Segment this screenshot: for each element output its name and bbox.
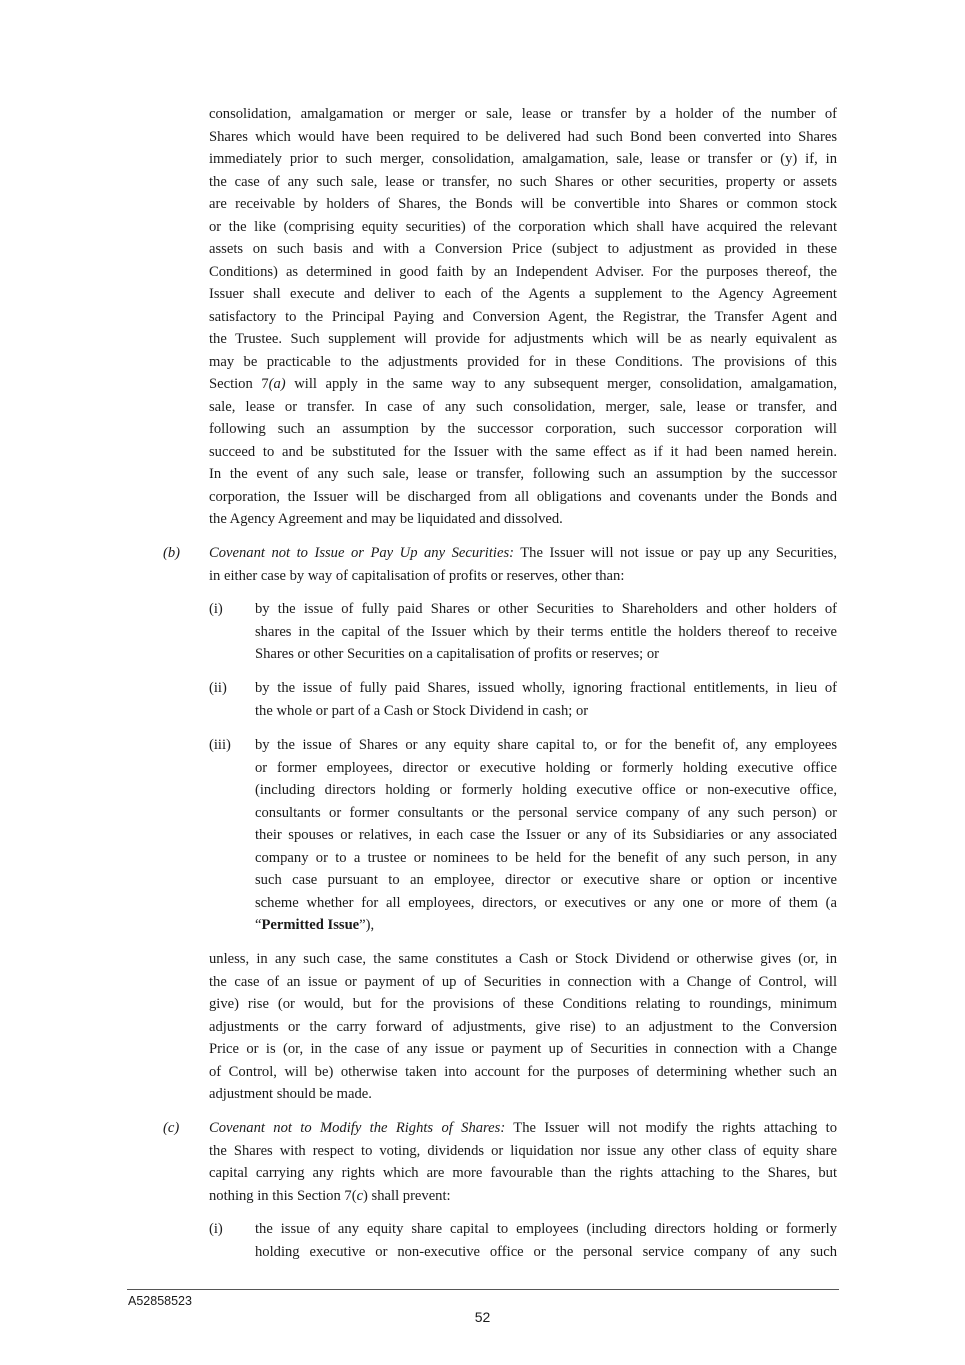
text-line: following such an assumption by the successor corporation, such successor corporation will <box>209 421 837 437</box>
text-line: by the issue of fully paid Shares, issued wholly, ignoring fractional entitlements, in lieu of <box>255 680 837 696</box>
text-line: Shares which would have been required to be delivered had such Bond been converted into Shares <box>209 128 837 145</box>
text-line: immediately prior to such merger, consolidation, amalgamation, sale, lease or transfer or (y) if, in <box>209 151 837 167</box>
text-line: corporation, the Issuer will be discharged from all obligations and covenants under the Bonds and <box>209 488 837 505</box>
text-run: nothing in this Section 7( <box>209 1187 357 1204</box>
section-b-item-i <box>255 598 837 666</box>
section-b-item-ii <box>255 677 837 722</box>
text-line: (including directors holding or formerly holding executive office or non-executive office, <box>255 782 837 798</box>
text-line: are receivable by holders of Shares, the Bonds will be convertible into Shares or common stock <box>209 196 837 212</box>
item-label: (iii) <box>209 737 231 753</box>
text-line: or former employees, director or executive holding or formerly holding executive office <box>255 759 837 776</box>
text-line: the Trustee. Such supplement will provide for adjustments which will be as nearly equivalent as <box>209 331 837 347</box>
section-c-item-i <box>255 1218 837 1263</box>
text-run: ”), <box>359 917 375 933</box>
text-line: may be practicable to the adjustments provided for in these Conditions. The provisions of this <box>209 353 837 370</box>
text-line: or the like (comprising equity securities) of the corporation which shall have acquired the relevant <box>209 218 837 235</box>
text-line: capital carrying any rights which are more favourable than the rights attaching to the Shares, but <box>209 1165 837 1181</box>
text-line: satisfactory to the Principal Paying and Conversion Agent, the Registrar, the Transfer Agent and <box>209 308 837 325</box>
page-number: 52 <box>474 1309 491 1325</box>
text-line: the issue of any equity share capital to employees (including directors holding or formerly <box>255 1221 837 1237</box>
item-label: (i) <box>209 1221 223 1237</box>
text-line: holding executive or non-executive office or the personal service company of any such <box>255 1243 837 1260</box>
text-line: their spouses or relatives, in each case the Issuer or any of its Subsidiaries or any associated <box>255 827 837 843</box>
text-line: Issuer shall execute and deliver to each of the Agents a supplement to the Agency Agreement <box>209 286 837 302</box>
text-line: the case of any such sale, lease or transfer, no such Shares or other securities, property or assets <box>209 173 837 190</box>
text-line: give) rise (or would, but for the provisions of these Conditions relating to roundings, minimum <box>209 996 837 1012</box>
text-line: Price or is (or, in the case of any issue or payment up of Securities in connection with a Change <box>209 1041 837 1057</box>
text-line <box>209 1117 837 1140</box>
text-run: The Issuer will not issue or pay up any Securities, <box>514 545 838 561</box>
section-b-heading: Covenant not to Issue or Pay Up any Securities: <box>209 545 514 561</box>
text-line <box>209 1185 837 1208</box>
text-line: In the event of any such sale, lease or transfer, following such an assumption by the successor <box>209 466 837 482</box>
text-line: Shares or other Securities on a capitalisation of profits or reserves; or <box>255 646 660 662</box>
footer-divider <box>127 1289 839 1290</box>
text-run: will apply in the same way to any subsequent merger, consolidation, amalgamation, <box>285 376 837 392</box>
section-b-unless-paragraph <box>209 948 837 1106</box>
section-c-heading: Covenant not to Modify the Rights of Shares: <box>209 1120 506 1136</box>
text-line: Conditions) as determined in good faith by an Independent Adviser. For the purposes thereof, the <box>209 263 837 280</box>
text-line: by the issue of Shares or any equity share capital to, or for the benefit of, any employees <box>255 737 837 753</box>
text-line <box>209 542 837 565</box>
text-line: company or to a trustee or nominees to be held for the benefit of any such person, in any <box>255 849 837 866</box>
text-line: the whole or part of a Cash or Stock Dividend in cash; or <box>255 702 589 719</box>
text-line: shares in the capital of the Issuer which by their terms entitle the holders thereof to receive <box>255 623 837 640</box>
section-c-label: (c) <box>163 1120 180 1136</box>
section-b-label: (b) <box>163 545 181 561</box>
section-b-paragraph <box>209 542 837 587</box>
item-label: (ii) <box>209 680 227 696</box>
text-line: assets on such basis and with a Conversion Price (subject to adjustment as provided in these <box>209 241 837 257</box>
section-reference: c <box>356 1187 364 1204</box>
intro-paragraph <box>209 103 837 531</box>
text-line: succeed to and be substituted for the Issuer with the same effect as if it had been named herein. <box>209 443 837 460</box>
text-line: by the issue of fully paid Shares or other Securities to Shareholders and other holders of <box>255 601 837 617</box>
text-line: in either case by way of capitalisation of profits or reserves, other than: <box>209 567 625 584</box>
defined-term: Permitted Issue <box>261 917 360 933</box>
item-label: (i) <box>209 601 223 617</box>
text-line <box>255 914 837 937</box>
text-line: sale, lease or transfer. In case of any such consolidation, merger, sale, lease or transfer, and <box>209 398 837 415</box>
text-line: of Control, will be) otherwise taken into account for the purposes of determining whether such an <box>209 1063 837 1080</box>
text-run: The Issuer will not modify the rights attaching to <box>505 1120 837 1136</box>
text-line: the Agency Agreement and may be liquidated and dissolved. <box>209 511 563 527</box>
section-b-item-iii <box>255 734 837 937</box>
text-run: Section 7 <box>209 376 269 392</box>
text-line: adjustment should be made. <box>209 1086 372 1102</box>
document-reference: A52858523 <box>128 1294 192 1308</box>
text-line: the case of an issue or payment of up of Securities in connection with a Change of Control, will <box>209 973 837 990</box>
text-line: such case pursuant to an employee, director or executive share or option or incentive <box>255 872 837 888</box>
section-reference: (a) <box>268 376 286 392</box>
text-line: adjustments or the carry forward of adjustments, give rise) to an adjustment to the Conversion <box>209 1018 837 1035</box>
text-line: the Shares with respect to voting, dividends or liquidation nor issue any other class of equity share <box>209 1142 837 1159</box>
text-line: consolidation, amalgamation or merger or sale, lease or transfer by a holder of the number of <box>209 106 837 122</box>
text-run: “ <box>255 917 262 933</box>
text-line <box>209 373 837 396</box>
text-line: consultants or former consultants or the personal service company of any such person) or <box>255 804 837 821</box>
section-c-paragraph <box>209 1117 837 1207</box>
text-line: unless, in any such case, the same constitutes a Cash or Stock Dividend or otherwise gives (or, in <box>209 951 837 967</box>
text-line: scheme whether for all employees, directors, or executives or any one or more of them (a <box>255 894 837 911</box>
text-run: ) shall prevent: <box>363 1187 451 1204</box>
